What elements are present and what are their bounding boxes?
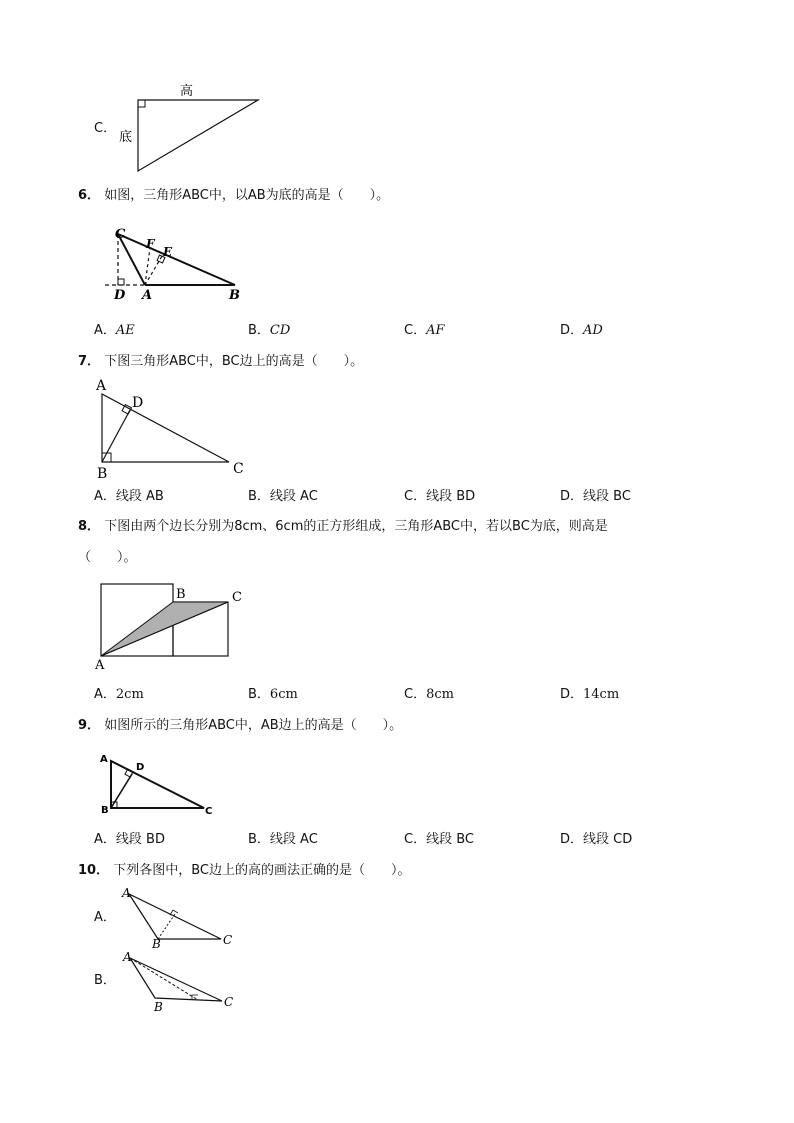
option-letter: C． <box>404 489 427 504</box>
label-b: B <box>152 937 161 950</box>
question-7 <box>78 353 363 371</box>
label-d: D <box>132 395 144 411</box>
label-e: E <box>163 245 173 259</box>
label-c: C <box>224 995 234 1009</box>
label-b: B <box>97 466 108 482</box>
option-letter: A． <box>94 323 116 338</box>
triangle-option-a-figure[interactable] <box>118 884 243 950</box>
option-letter: A． <box>94 832 116 847</box>
label-a: A <box>142 288 153 303</box>
option-value: 线段 BD <box>115 832 165 847</box>
option-value: 线段 BD <box>426 489 476 504</box>
option-a-label[interactable]: A． <box>94 910 116 925</box>
option-value: 线段 AC <box>269 489 318 504</box>
option-letter: D． <box>560 832 584 847</box>
option-letter: A． <box>94 489 116 504</box>
option-c[interactable] <box>404 686 454 704</box>
label-a: A <box>100 754 108 765</box>
question-9 <box>78 717 402 735</box>
label-b: B <box>176 587 186 602</box>
option-a[interactable] <box>94 686 144 704</box>
label-c: C <box>223 933 233 947</box>
option-letter: B． <box>248 832 270 847</box>
label-a: A <box>123 950 132 964</box>
label-b: B <box>154 1000 163 1014</box>
question-number: 8． <box>78 519 101 534</box>
option-value: 线段 CD <box>583 832 633 847</box>
option-value: 线段 BC <box>583 489 631 504</box>
question-text: 如图，三角形ABC中，以AB为底的高是（ ）。 <box>104 188 390 203</box>
option-value: 线段 AC <box>269 832 318 847</box>
option-c-label: C． <box>94 121 117 136</box>
figure-label-base: 底 <box>119 130 133 145</box>
label-d: D <box>114 288 126 303</box>
option-letter: C． <box>404 832 427 847</box>
question-6 <box>78 187 389 205</box>
option-a[interactable] <box>94 322 135 340</box>
right-triangle-figure <box>110 80 270 180</box>
option-letter: B． <box>248 323 270 338</box>
option-b[interactable] <box>248 488 318 506</box>
option-value: 线段 BC <box>426 832 474 847</box>
option-a[interactable] <box>94 831 165 849</box>
option-value: CD <box>269 323 291 338</box>
option-letter: C． <box>404 687 427 702</box>
triangle-option-b-figure[interactable] <box>118 948 243 1014</box>
label-a: A <box>96 378 107 394</box>
option-letter: A． <box>94 687 116 702</box>
label-b: B <box>101 805 109 816</box>
option-letter: D． <box>560 687 584 702</box>
triangle-abc-figure-q9 <box>96 750 226 820</box>
option-value: AD <box>583 323 603 338</box>
figure-label-height: 高 <box>180 84 194 99</box>
option-c[interactable] <box>404 488 475 506</box>
two-squares-figure-q8 <box>92 580 252 672</box>
option-letter: D． <box>560 489 584 504</box>
question-text: 如图所示的三角形ABC中，AB边上的高是（ ）。 <box>104 718 403 733</box>
option-b[interactable] <box>248 686 298 704</box>
option-c[interactable] <box>404 831 474 849</box>
label-a: A <box>122 886 131 900</box>
question-text: 下图三角形ABC中，BC边上的高是（ ）。 <box>104 354 364 369</box>
question-text-continued: （ ）。 <box>78 550 137 565</box>
option-value: 线段 AB <box>115 489 164 504</box>
label-c: C <box>233 461 244 477</box>
option-letter: B． <box>248 687 270 702</box>
option-d[interactable] <box>560 322 603 340</box>
option-value: AE <box>115 323 135 338</box>
triangle-abc-figure-q7 <box>92 376 252 482</box>
option-b[interactable] <box>248 322 290 340</box>
option-letter: B． <box>248 489 270 504</box>
question-number: 10． <box>78 863 110 878</box>
label-d: D <box>136 762 145 773</box>
option-d[interactable] <box>560 686 619 704</box>
label-c: C <box>205 806 213 817</box>
label-a: A <box>95 658 105 672</box>
option-value: 8cm <box>426 687 454 702</box>
option-letter: C． <box>404 323 427 338</box>
label-f: F <box>146 237 155 251</box>
option-b[interactable] <box>248 831 318 849</box>
option-d[interactable] <box>560 488 631 506</box>
question-number: 9． <box>78 718 101 733</box>
question-10 <box>78 862 411 880</box>
label-b: B <box>229 288 240 303</box>
label-c: C <box>115 227 126 242</box>
option-d[interactable] <box>560 831 632 849</box>
option-letter: D． <box>560 323 584 338</box>
question-number: 6． <box>78 188 101 203</box>
option-value: 2cm <box>115 687 144 702</box>
question-text: 下列各图中，BC边上的高的画法正确的是（ ）。 <box>113 863 411 878</box>
option-b-label[interactable]: B． <box>94 973 116 988</box>
option-value: 14cm <box>583 687 620 702</box>
option-value: 6cm <box>269 687 298 702</box>
question-number: 7． <box>78 354 101 369</box>
question-8 <box>78 518 608 536</box>
option-a[interactable] <box>94 488 164 506</box>
option-c[interactable] <box>404 322 445 340</box>
option-value: AF <box>426 323 445 338</box>
label-c: C <box>232 590 242 605</box>
question-text: 下图由两个边长分别为8cm、6cm的正方形组成，三角形ABC中，若以BC为底，则高是 <box>104 519 608 534</box>
triangle-abc-figure-q6 <box>100 222 260 304</box>
question-8-continued <box>78 549 137 567</box>
